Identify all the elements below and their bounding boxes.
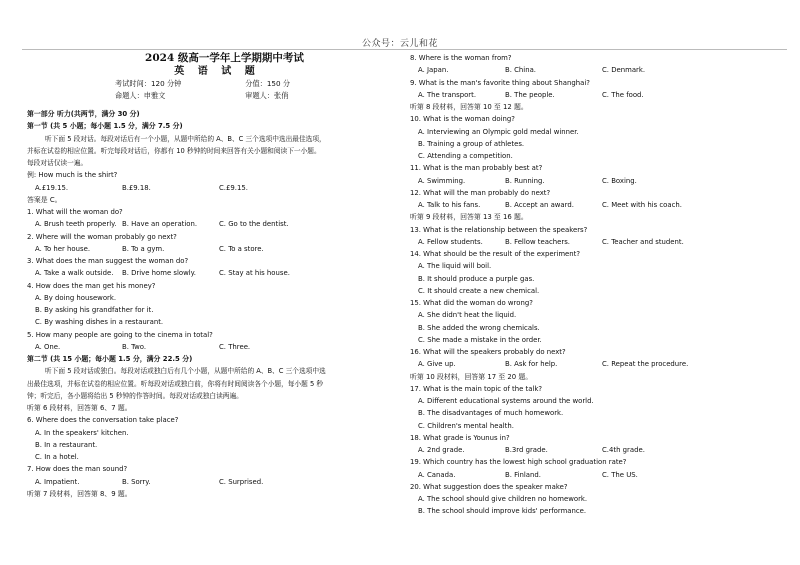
question-stem: 12. What will the man probably do next? bbox=[410, 188, 551, 197]
option-b: B. Drive home slowly. bbox=[122, 269, 196, 278]
option-b: B.3rd grade. bbox=[505, 446, 548, 454]
header-divider bbox=[22, 49, 787, 50]
question-options bbox=[410, 469, 795, 481]
subject-title: 英 语 试 题 bbox=[174, 66, 260, 77]
option-b: B. Ask for help. bbox=[505, 360, 558, 369]
section2-instructions-2: 出最佳选项，并标在试卷的相应位置。听每段对话或独白前，你将有时间阅读各个小题，每小题 5 秒 bbox=[27, 379, 324, 388]
section1-title: 第一节 (共 5 小题；每小题 1.5 分，满分 7.5 分) bbox=[27, 122, 183, 131]
option-c: C. Repeat the procedure. bbox=[602, 360, 689, 369]
option-c: C. To a store. bbox=[219, 244, 264, 253]
option-c: C. Stay at his house. bbox=[219, 269, 290, 278]
question-stem: 8. Where is the woman from? bbox=[410, 54, 512, 62]
exam-info-row-1 bbox=[27, 78, 402, 90]
option-b: B. The school should improve kids' performance. bbox=[418, 507, 587, 516]
question-stem: 2. Where will the woman probably go next? bbox=[27, 232, 177, 241]
option-a: A. One. bbox=[35, 342, 61, 351]
exam-info-row-2 bbox=[27, 90, 402, 102]
example-option-b: B.£9.18. bbox=[122, 183, 151, 192]
option-c: C. Denmark. bbox=[602, 66, 646, 75]
section2-instructions-3: 钟；听完后，各小题将给出 5 秒钟的作答时间。每段对话或独白读两遍。 bbox=[27, 391, 243, 400]
question-options bbox=[410, 199, 795, 211]
exam-time: 考试时间：120 分钟 bbox=[115, 79, 182, 88]
question-options bbox=[410, 444, 795, 456]
question-options bbox=[410, 358, 795, 370]
option-c: C.4th grade. bbox=[602, 446, 645, 454]
option-b: B. Finland. bbox=[505, 470, 541, 479]
option-a: A. Talk to his fans. bbox=[418, 201, 481, 209]
option-c: C. Children's mental health. bbox=[418, 421, 514, 430]
exam-score: 分值：150 分 bbox=[245, 79, 291, 88]
right-column bbox=[410, 52, 795, 518]
question-stem: 3. What does the man suggest the woman do? bbox=[27, 257, 189, 265]
option-b: B. Two. bbox=[122, 342, 147, 351]
question-options bbox=[410, 64, 795, 76]
segment-intro: 听第 8 段材料，回答第 10 至 12 题。 bbox=[410, 103, 528, 111]
section1-instructions-3: 每段对话仅读一遍。 bbox=[27, 159, 88, 167]
question-options bbox=[410, 89, 795, 101]
option-a: A. Impatient. bbox=[35, 477, 80, 486]
option-c: C. Meet with his coach. bbox=[602, 201, 682, 209]
section2-instructions-1: 听下面 5 段对话或独白。每段对话或独白后有几个小题，从题中所给的 A、B、C 三个选项中选 bbox=[45, 367, 326, 376]
question-options bbox=[27, 476, 402, 488]
question-stem: 11. What is the man probably best at? bbox=[410, 164, 543, 173]
watermark: 公众号：云儿和花 bbox=[361, 39, 438, 49]
question-options bbox=[410, 236, 795, 248]
question-stem: 17. What is the main topic of the talk? bbox=[410, 384, 543, 393]
option-a: A. The transport. bbox=[418, 90, 477, 99]
option-a: A. Fellow students. bbox=[418, 237, 483, 246]
option-b: B. The disadvantages of much homework. bbox=[418, 409, 564, 418]
option-c: C. The food. bbox=[602, 90, 644, 99]
question-options bbox=[27, 267, 402, 279]
example-option-c: C.£9.15. bbox=[219, 183, 248, 192]
option-b: B. Have an operation. bbox=[122, 220, 198, 229]
section1-instructions-2: 并标在试卷的相应位置。听完每段对话后，你都有 10 秒钟的时间来回答有关小题和阅读下一小题。 bbox=[27, 146, 321, 155]
option-c: C. Surprised. bbox=[219, 477, 264, 486]
question-stem: 5. How many people are going to the cinema in total? bbox=[27, 330, 213, 339]
option-b: B. Accept an award. bbox=[505, 201, 574, 209]
option-a: A. The liquid will boil. bbox=[418, 262, 492, 271]
option-a: A. Different educational systems around the world. bbox=[418, 397, 594, 405]
option-a: A. 2nd grade. bbox=[418, 446, 465, 454]
question-options bbox=[27, 243, 402, 255]
option-c: C. Go to the dentist. bbox=[219, 220, 289, 229]
option-a: A. Give up. bbox=[418, 360, 456, 369]
question-stem: 10. What is the woman doing? bbox=[410, 115, 515, 124]
option-a: A. The school should give children no homework. bbox=[418, 495, 588, 503]
section1-instructions-1: 听下面 5 段对话。每段对话后有一个小题，从题中所给的 A、B、C 三个选项中选出最佳选项， bbox=[45, 134, 326, 143]
example-answer: 答案是 C。 bbox=[27, 195, 62, 204]
option-a: A. Japan. bbox=[418, 66, 449, 75]
option-c: C. In a hotel. bbox=[35, 453, 79, 461]
question-stem: 20. What suggestion does the speaker make? bbox=[410, 482, 568, 491]
option-c: C. Boxing. bbox=[602, 176, 637, 185]
option-c: C. She made a mistake in the order. bbox=[418, 335, 542, 344]
option-b: B. She added the wrong chemicals. bbox=[418, 323, 540, 332]
option-c: C. Three. bbox=[219, 342, 251, 351]
option-c: C. By washing dishes in a restaurant. bbox=[35, 318, 164, 327]
option-b: B. In a restaurant. bbox=[35, 440, 98, 449]
exam-title: 2024 级高一学年上学期期中考试 bbox=[145, 52, 304, 64]
option-b: B. To a gym. bbox=[122, 244, 165, 253]
option-a: A. In the speakers' kitchen. bbox=[35, 428, 129, 437]
question-options bbox=[27, 341, 402, 353]
option-c: C. It should create a new chemical. bbox=[418, 286, 540, 295]
exam-author: 命题人：申雅文 bbox=[115, 91, 166, 100]
left-column bbox=[27, 52, 402, 500]
option-a: A. To her house. bbox=[35, 244, 91, 253]
option-b: B. The people. bbox=[505, 90, 555, 99]
example-options bbox=[27, 182, 402, 194]
question-stem: 1. What will the woman do? bbox=[27, 208, 123, 216]
option-c: C. Attending a competition. bbox=[418, 152, 513, 160]
question-stem: 13. What is the relationship between the speakers? bbox=[410, 225, 588, 234]
segment-intro: 听第 10 段材料，回答第 17 至 20 题。 bbox=[410, 372, 533, 381]
option-b: B. China. bbox=[505, 66, 536, 75]
option-c: C. The US. bbox=[602, 470, 638, 479]
question-stem: 18. What grade is Younus in? bbox=[410, 433, 510, 442]
question-stem: 16. What will the speakers probably do next? bbox=[410, 348, 566, 356]
option-b: B. By asking his grandfather for it. bbox=[35, 306, 154, 314]
segment-intro: 听第 9 段材料，回答第 13 至 16 题。 bbox=[410, 213, 528, 222]
question-stem: 9. What is the man's favorite thing about Shanghai? bbox=[410, 78, 590, 87]
question-stem: 7. How does the man sound? bbox=[27, 465, 128, 474]
example-question: 例: How much is the shirt? bbox=[27, 171, 118, 180]
segment-intro: 听第 7 段材料，回答第 8、9 题。 bbox=[27, 489, 132, 498]
section2-title: 第二节 (共 15 小题；每小题 1.5 分，满分 22.5 分) bbox=[27, 355, 193, 363]
question-stem: 19. Which country has the lowest high school graduation rate? bbox=[410, 458, 627, 467]
option-a: A. Swimming. bbox=[418, 176, 466, 185]
question-options bbox=[410, 175, 795, 187]
question-stem: 15. What did the woman do wrong? bbox=[410, 299, 533, 307]
option-b: B. Training a group of athletes. bbox=[418, 139, 525, 148]
exam-reviewer: 审题人：张俏 bbox=[245, 91, 289, 100]
option-b: B. Running. bbox=[505, 176, 545, 185]
option-b: B. Fellow teachers. bbox=[505, 237, 570, 246]
question-options bbox=[27, 218, 402, 230]
option-b: B. It should produce a purple gas. bbox=[418, 274, 535, 283]
option-a: A. She didn't heat the liquid. bbox=[418, 311, 517, 320]
option-a: A. Brush teeth properly. bbox=[35, 220, 117, 229]
question-stem: 14. What should be the result of the experiment? bbox=[410, 250, 581, 258]
option-a: A. Canada. bbox=[418, 470, 456, 479]
example-option-a: A.£19.15. bbox=[35, 183, 69, 192]
question-stem: 6. Where does the conversation take place? bbox=[27, 416, 179, 425]
question-stem: 4. How does the man get his money? bbox=[27, 281, 156, 290]
option-a: A. Take a walk outside. bbox=[35, 269, 114, 278]
option-b: B. Sorry. bbox=[122, 477, 151, 486]
segment-intro: 听第 6 段材料，回答第 6、7 题。 bbox=[27, 404, 132, 412]
option-c: C. Teacher and student. bbox=[602, 237, 684, 246]
part1-title: 第一部分 听力(共两节，满分 30 分) bbox=[27, 110, 140, 118]
option-a: A. By doing housework. bbox=[35, 293, 117, 302]
option-a: A. Interviewing an Olympic gold medal winner. bbox=[418, 127, 579, 136]
